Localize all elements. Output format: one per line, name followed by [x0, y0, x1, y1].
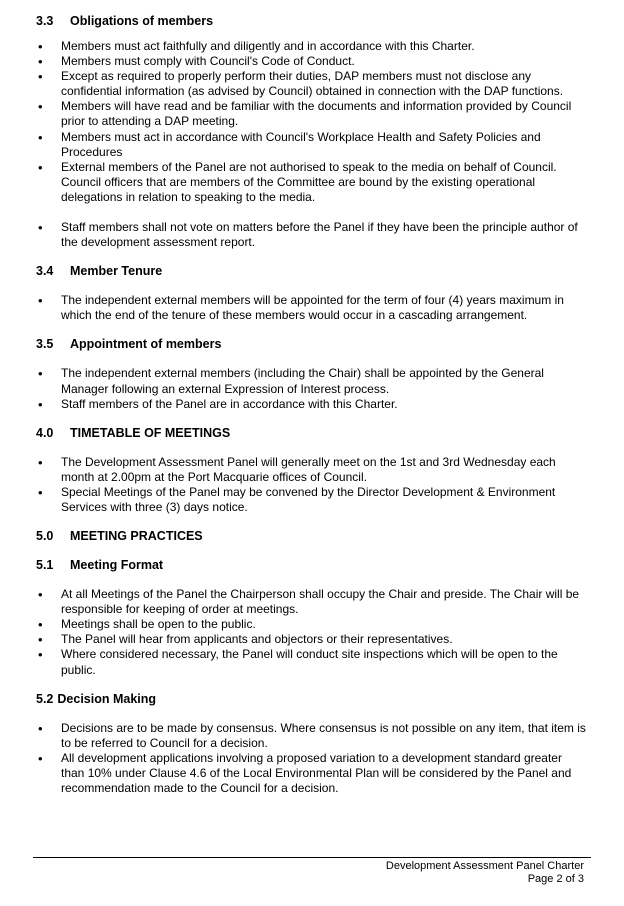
bullet-list-3-4 [36, 293, 588, 323]
section-number: 3.4 [36, 264, 54, 279]
section-heading-4-0 [36, 426, 588, 441]
section-number: 3.5 [36, 337, 54, 352]
footer-document-title: Development Assessment Panel Charter [385, 860, 584, 872]
list-item: • Staff members shall not vote on matters before the Panel if they have been the principle author of the development assessment report. [36, 220, 588, 250]
list-item: • Meetings shall be open to the public. [36, 617, 588, 632]
document-page [36, 14, 588, 796]
footer-divider [33, 857, 591, 858]
section-heading-3-4 [36, 264, 588, 279]
list-item: • The Development Assessment Panel will generally meet on the 1st and 3rd Wednesday each month at 2.00pm at the Port Macquarie offices of Council. [36, 455, 588, 485]
section-title: TIMETABLE OF MEETINGS [70, 425, 231, 440]
section-heading-3-5 [36, 337, 588, 352]
section-title: Decision Making [57, 691, 157, 706]
list-item: • Where considered necessary, the Panel will conduct site inspections which will be open to the public. [36, 647, 588, 677]
section-heading-5-1 [36, 558, 588, 573]
list-item: • Members must act faithfully and diligently and in accordance with this Charter. [36, 39, 588, 54]
section-title: Meeting Format [70, 558, 164, 573]
list-item: • External members of the Panel are not authorised to speak to the media on behalf of Council. Council officers that are members of the Committee are bound by the existing operational delegations in relation to speaking to the media. [36, 160, 588, 205]
list-item: • Members will have read and be familiar with the documents and information provided by Council prior to attending a DAP meeting. [36, 99, 588, 129]
list-item: • Except as required to properly perform their duties, DAP members must not disclose any confidential information (as advised by Council) obtained in connection with the DAP functions. [36, 69, 588, 99]
footer-page-number: Page 2 of 3 [527, 872, 584, 885]
list-item: • The independent external members will be appointed for the term of four (4) years maximum in which the end of the tenure of these members would occur in a cascading arrangement. [36, 293, 588, 323]
list-item: • Decisions are to be made by consensus. Where consensus is not possible on any item, that item is to be referred to Council for a decision. [36, 721, 588, 751]
section-title: MEETING PRACTICES [70, 529, 203, 544]
section-number: 5.2 [36, 691, 54, 706]
section-number: 5.1 [36, 558, 54, 573]
section-heading-3-3 [36, 14, 588, 29]
list-item: • Staff members of the Panel are in accordance with this Charter. [36, 397, 588, 412]
section-heading-5-2 [36, 692, 588, 707]
bullet-list-3-3 [36, 39, 588, 250]
list-item: • All development applications involving a proposed variation to a development standard greater than 10% under Clause 4.6 of the Local Environmental Plan will be considered by the Panel and recommendation made to the Council for a decision. [36, 751, 588, 796]
bullet-list-5-1 [36, 587, 588, 678]
section-number: 5.0 [36, 529, 54, 544]
bullet-list-3-5 [36, 366, 588, 411]
section-title: Obligations of members [70, 14, 214, 28]
section-title: Member Tenure [70, 264, 163, 279]
page-footer [386, 860, 584, 885]
list-item: • At all Meetings of the Panel the Chairperson shall occupy the Chair and preside. The Chair will be responsible for keeping of order at meetings. [36, 587, 588, 617]
section-title: Appointment of members [70, 337, 222, 352]
list-item: • The independent external members (including the Chair) shall be appointed by the General Manager following an external Expression of Interest process. [36, 366, 588, 396]
section-number: 4.0 [36, 425, 54, 440]
list-item: • Special Meetings of the Panel may be convened by the Director Development & Environment Services with three (3) days notice. [36, 485, 588, 515]
list-item: • Members must act in accordance with Council's Workplace Health and Safety Policies and Procedures [36, 130, 588, 160]
section-number: 3.3 [36, 14, 54, 28]
list-item: • The Panel will hear from applicants and objectors or their representatives. [36, 632, 588, 647]
section-heading-5-0 [36, 529, 588, 544]
bullet-list-4-0 [36, 455, 588, 515]
bullet-list-5-2 [36, 721, 588, 796]
list-item: • Members must comply with Council's Code of Conduct. [36, 54, 588, 69]
